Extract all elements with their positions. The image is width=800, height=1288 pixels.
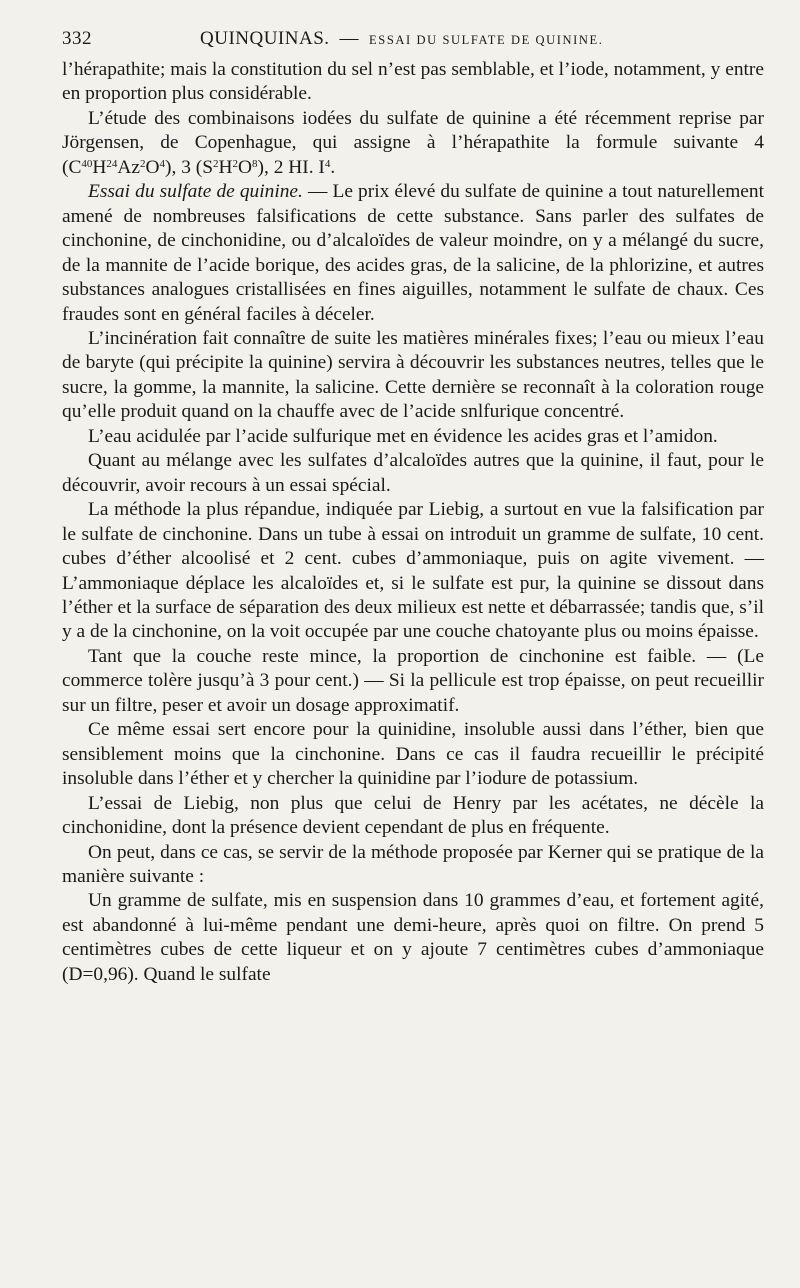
paragraph-3	[62, 180, 764, 327]
paragraph-10: L’essai de Liebig, non plus que celui de Henry par les acétates, ne décèle la cinchonidine, dont la présence devient cependant de plus en fréquente.	[62, 792, 764, 839]
page-number: 332	[62, 28, 92, 49]
paragraph-2	[62, 107, 764, 180]
header-separator: —	[339, 28, 360, 49]
running-subtitle: ESSAI DU SULFATE DE QUININE.	[369, 33, 604, 47]
paragraph-3-text: — Le prix élevé du sulfate de quinine a tout naturellement amené de nombreuses falsifications de cette substance. Sans parler des sulfates de cinchonine, de cinchonidine, ou d’alcaloïdes de valeur moindre, on y a mélangé du sucre, de la mannite de l’acide borique, des acides gras, de la salicine, de la phlorizine, et autres substances analogues cristallisées en fines aiguilles, notamment le sulfate de chaux. Ces fraudes sont en général faciles à déceler.	[62, 181, 764, 325]
paragraph-11: On peut, dans ce cas, se servir de la méthode proposée par Kerner qui se pratique de la manière suivante :	[62, 841, 764, 887]
section-title: Essai du sulfate de quinine.	[88, 181, 303, 203]
paragraph-6: Quant au mélange avec les sulfates d’alcaloïdes autres que la quinine, il faut, pour le découvrir, avoir recours à un essai spécial.	[62, 450, 764, 496]
paragraph-1: l’hérapathite; mais la constitution du sel n’est pas semblable, et l’iode, notamment, y entre en proportion plus considérable.	[62, 59, 764, 105]
paragraph-9: Ce même essai sert encore pour la quinidine, insoluble aussi dans l’éther, bien que sensiblement moins que la cinchonine. Dans ce cas il faudra recueillir le précipité insoluble dans l’éther et y chercher la quinidine par l’iodure de potassium.	[62, 719, 764, 790]
running-title: QUINQUINAS.	[200, 28, 330, 49]
paragraph-5: L’eau acidulée par l’acide sulfurique met en évidence les acides gras et l’amidon.	[88, 425, 718, 447]
running-header	[62, 28, 764, 50]
chemical-formula: 4 $(C^{40}H^{24}Az^2O^4)$, 3 $(S^2H^2O^8)$, 2 HI. $I^4$.	[62, 132, 764, 178]
paragraph-4: L’incinération fait connaître de suite les matières minérales fixes; l’eau ou mieux l’eau de baryte (qui précipite la quinine) servira à découvrir les substances neutres, telles que le sucre, la gomme, la mannite, la salicine. Cette dernière se reconnaît à la coloration rouge qu’elle produit quand on la chauffe avec de l’acide snlfurique concentré.	[62, 327, 764, 423]
paragraph-7: La méthode la plus répandue, indiquée par Liebig, a surtout en vue la falsification par le sulfate de cinchonine. Dans un tube à essai on introduit un gramme de sulfate, 10 cent. cubes d’éther alcoolisé et 2 cent. cubes d’ammoniaque, puis on agite vivement. — L’ammoniaque déplace les alcaloïdes et, si le sulfate est pur, la quinine se dissout dans l’éther et la surface de séparation des deux milieux est nette et débarrassée; tandis que, s’il y a de la cinchonine, on la voit occupée par une couche chatoyante plus ou moins épaisse.	[62, 499, 764, 643]
page-body	[62, 58, 764, 987]
paragraph-8: Tant que la couche reste mince, la proportion de cinchonine est faible. — (Le commerce tolère jusqu’à 3 pour cent.) — Si la pellicule est trop épaisse, on peut recueillir sur un filtre, peser et avoir un dosage approximatif.	[62, 645, 764, 716]
paragraph-2-text: L’étude des combinaisons iodées du sulfate de quinine a été récemment reprise par Jörgensen, de Copenhague, qui assigne à l’hérapathite la formule suivante	[62, 107, 764, 154]
paragraph-12: Un gramme de sulfate, mis en suspension dans 10 grammes d’eau, et fortement agité, est abandonné à lui-même pendant une demi-heure, après quoi on filtre. On prend 5 centimètres cubes de cette liqueur et on y ajoute 7 centimètres cubes d’ammoniaque (D=0,96). Quand le sulfate	[62, 890, 764, 985]
